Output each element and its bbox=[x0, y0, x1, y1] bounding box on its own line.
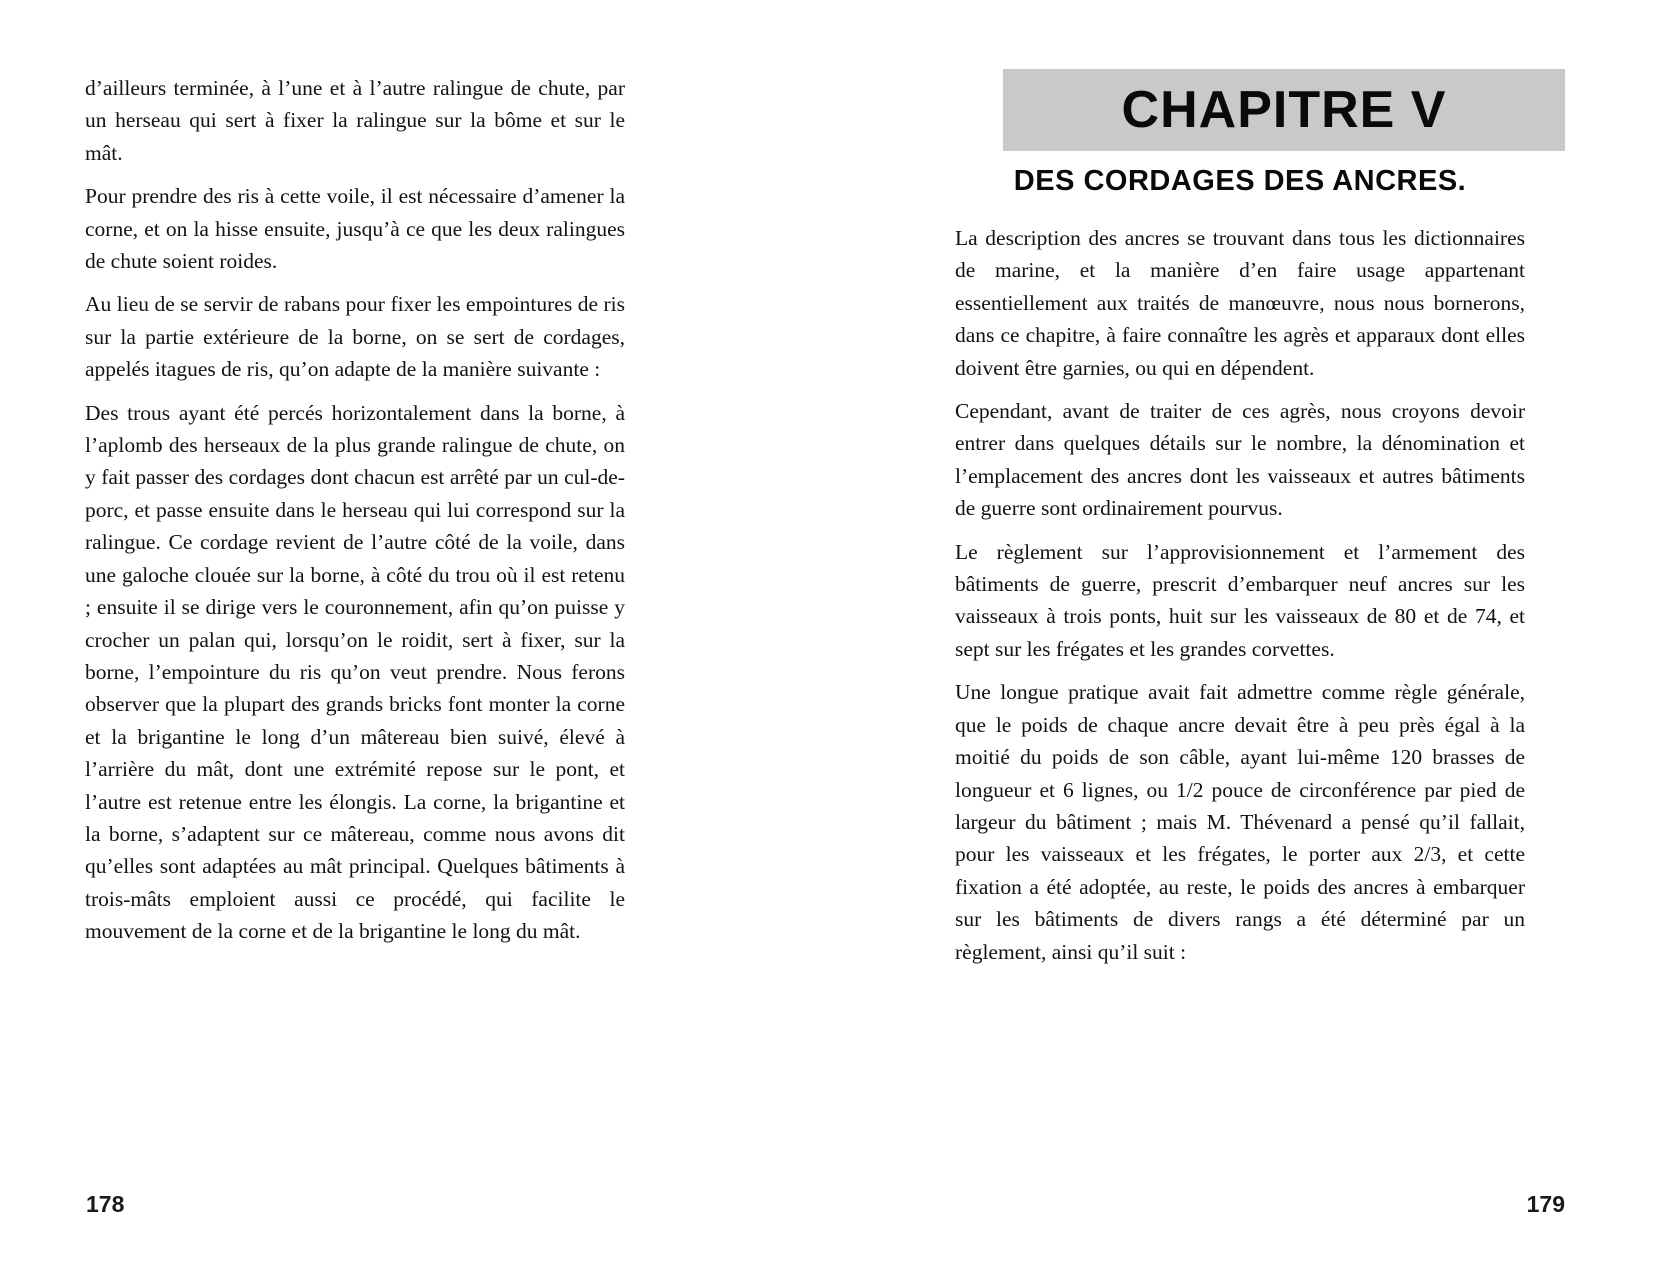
chapter-subtitle: DES CORDAGES DES ANCRES. bbox=[1013, 165, 1467, 197]
left-paragraph-4: Des trous ayant été percés horizontalement dans la borne, à l’aplomb des herseaux de la plus grande ralingue de chute, on y fait passer des cordages dont chacun est arrêté par un cul-de-porc, et passe ensuite dans le herseau qui lui correspond sur la ralingue. Ce cordage revient de l’autre côté de la voile, dans une galoche clouée sur la borne, à côté du trou où il est retenu ; ensuite il se dirige vers le couronnement, afin qu’on puisse y crocher un palan qui, lorsqu’on le roidit, sert à fixer, sur la borne, l’empointure du ris qu’on veut prendre. Nous ferons observer que la plupart des grands bricks font monter la corne et la brigantine le long d’un mâtereau bien suivé, élevé à l’arrière du mât, dont une extrémité repose sur le pont, et l’autre est retenue entre les élongis. La corne, la brigantine et la borne, s’adaptent sur ce mâtereau, comme nous avons dit qu’elles sont adaptées au mât principal. Quelques bâtiments à trois-mâts emploient aussi ce procédé, qui facilite le mouvement de la corne et de la brigantine le long du mât. bbox=[85, 400, 625, 944]
left-paragraph-3: Au lieu de se servir de rabans pour fixer les empointures de ris sur la partie extérieure de la borne, on se sert de cordages, appelés itagues de ris, qu’on adapte de la manière suivante : bbox=[85, 292, 625, 382]
right-paragraph-3: Le règlement sur l’approvisionnement et l’armement des bâtiments de guerre, prescrit d’embarquer neuf ancres sur les vaisseaux à trois ponts, huit sur les vaisseaux de 80 et de 74, et sept sur les frégates et les grandes corvettes. bbox=[955, 539, 1525, 661]
left-paragraph-2: Pour prendre des ris à cette voile, il est nécessaire d’amener la corne, et on la hisse ensuite, jusqu’à ce que les deux ralingues de chute soient roides. bbox=[85, 184, 625, 274]
left-page-number: 178 bbox=[86, 1191, 125, 1217]
right-page-text-column bbox=[955, 222, 1525, 979]
chapter-header-bar bbox=[1003, 69, 1565, 151]
left-paragraph-1: d’ailleurs terminée, à l’une et à l’autre ralingue de chute, par un herseau qui sert à fixer la ralingue sur la bôme et sur le mât. bbox=[85, 76, 625, 165]
chapter-title: CHAPITRE V bbox=[1121, 81, 1447, 139]
right-paragraph-1: La description des ancres se trouvant dans tous les dictionnaires de marine, et la manière d’en faire usage appartenant essentiellement aux traités de manœuvre, nous nous bornerons, dans ce chapitre, à faire connaître les agrès et apparaux dont elles doivent être garnies, ou qui en dépendent. bbox=[955, 226, 1525, 380]
left-page-text-column bbox=[85, 72, 625, 959]
right-paragraph-4: Une longue pratique avait fait admettre comme règle générale, que le poids de chaque ancre devait être à peu près égal à la moitié du poids de son câble, ayant lui-même 120 brasses de longueur et 6 lignes, ou 1/2 pouce de circonférence par pied de largeur du bâtiment ; mais M. Thévenard a pensé qu’il fallait, pour les vaisseaux et les frégates, le porter aux 2/3, et cette fixation a été adoptée, au reste, le poids des ancres à embarquer sur les bâtiments de divers rangs a été déterminé par un règlement, ainsi qu’il suit : bbox=[955, 680, 1525, 964]
right-page-number: 179 bbox=[1526, 1191, 1565, 1217]
right-paragraph-2: Cependant, avant de traiter de ces agrès, nous croyons devoir entrer dans quelques détails sur le nombre, la dénomination et l’emplacement des ancres dont les vaisseaux et autres bâtiments de guerre sont ordinairement pourvus. bbox=[955, 399, 1525, 521]
